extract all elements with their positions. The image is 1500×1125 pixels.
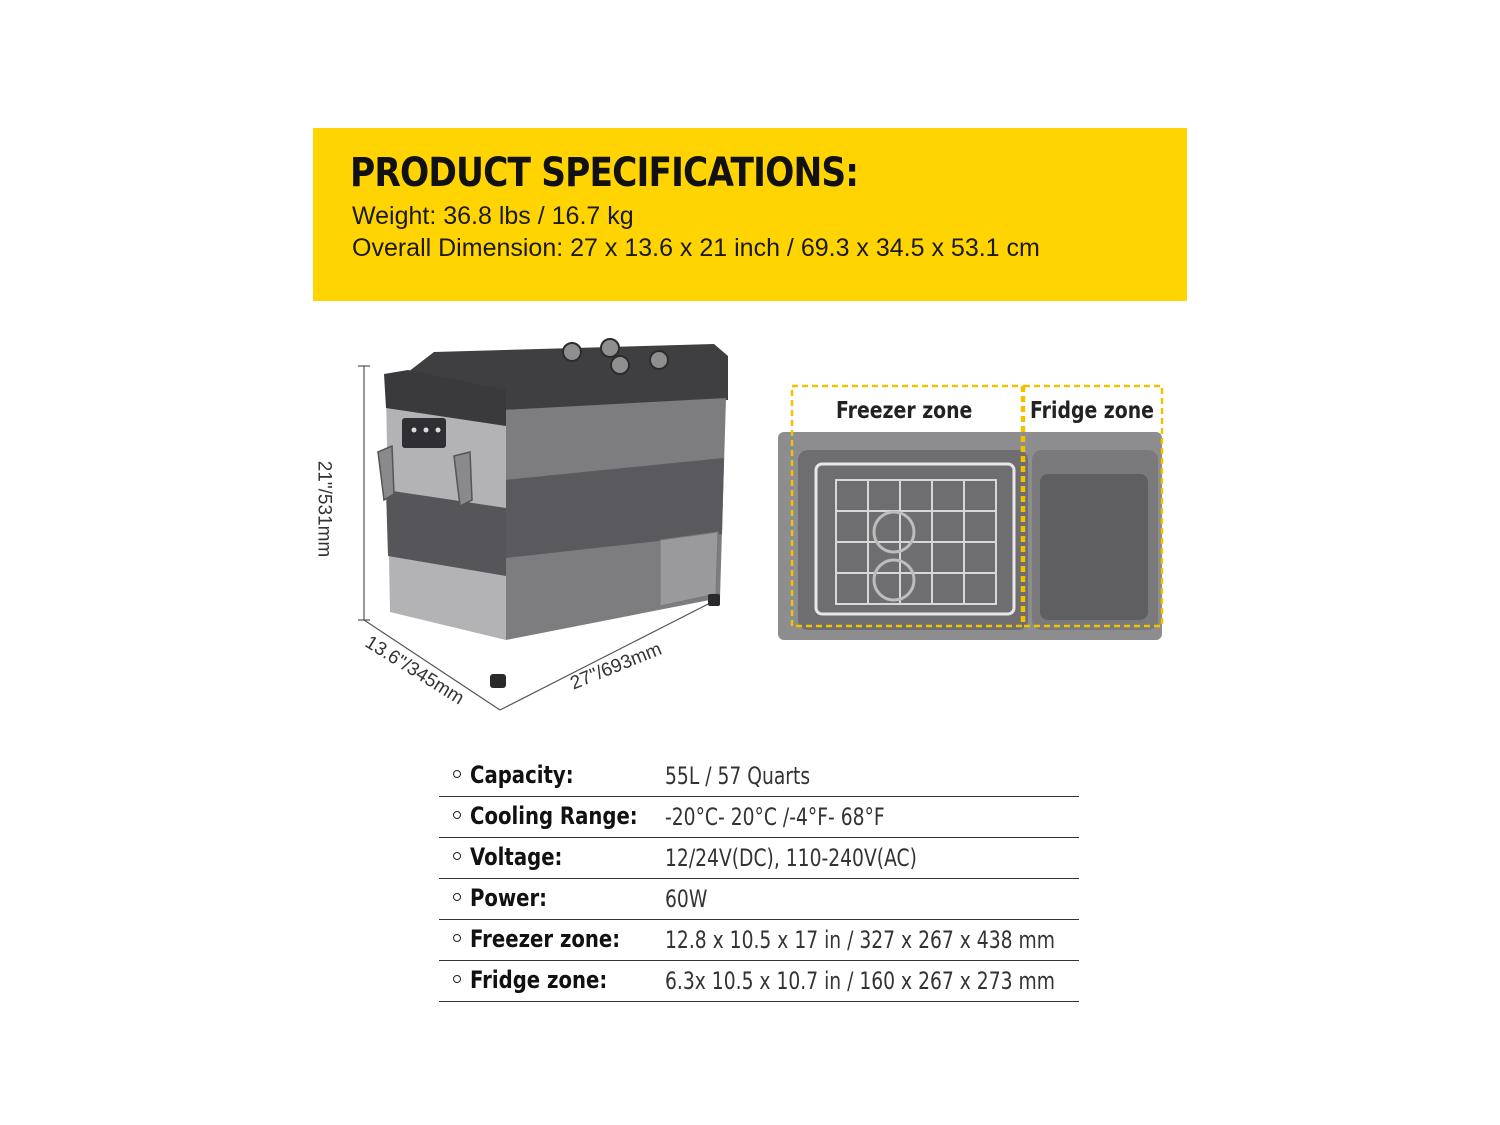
spec-row-fridge-zone — [439, 961, 1079, 1002]
specifications-banner — [313, 128, 1187, 301]
spec-label: Fridge zone: — [470, 966, 608, 994]
spec-label: Freezer zone: — [470, 925, 621, 953]
fridge-zone-label: Fridge zone — [1030, 398, 1154, 424]
spec-label: Voltage: — [470, 843, 563, 871]
bullet-icon — [453, 811, 461, 819]
bullet-icon — [453, 975, 461, 983]
dimension-text: Overall Dimension: 27 x 13.6 x 21 inch / 69.3 x 34.5 x 53.1 cm — [352, 234, 1040, 262]
spec-value: 12/24V(DC), 110-240V(AC) — [665, 844, 917, 872]
depth-dimension-label: 13.6"/345mm — [361, 631, 468, 710]
spec-row-power — [439, 879, 1079, 920]
spec-row-capacity — [439, 756, 1079, 797]
freezer-zone-label: Freezer zone — [836, 398, 973, 424]
weight-text: Weight: 36.8 lbs / 16.7 kg — [352, 202, 634, 230]
banner-title: PRODUCT SPECIFICATIONS: — [350, 150, 859, 196]
bullet-icon — [453, 934, 461, 942]
zones-figure — [776, 384, 1166, 644]
spec-label: Power: — [470, 884, 548, 912]
spec-value: 55L / 57 Quarts — [665, 762, 811, 790]
height-dimension-label: 21"/531mm — [313, 460, 335, 558]
product-dimension-figure — [313, 330, 750, 730]
spec-value: 6.3x 10.5 x 10.7 in / 160 x 267 x 273 mm — [665, 967, 1055, 995]
spec-value: -20°C- 20°C /-4°F- 68°F — [665, 803, 885, 831]
spec-value: 12.8 x 10.5 x 17 in / 327 x 267 x 438 mm — [665, 926, 1055, 954]
spec-row-cooling-range — [439, 797, 1079, 838]
spec-row-voltage — [439, 838, 1079, 879]
bullet-icon — [453, 893, 461, 901]
spec-row-freezer-zone — [439, 920, 1079, 961]
spec-value: 60W — [665, 885, 708, 913]
width-dimension-label: 27"/693mm — [567, 638, 665, 695]
spec-label: Capacity: — [470, 761, 574, 789]
spec-table — [439, 756, 1079, 1002]
bullet-icon — [453, 770, 461, 778]
spec-label: Cooling Range: — [470, 802, 638, 830]
bullet-icon — [453, 852, 461, 860]
